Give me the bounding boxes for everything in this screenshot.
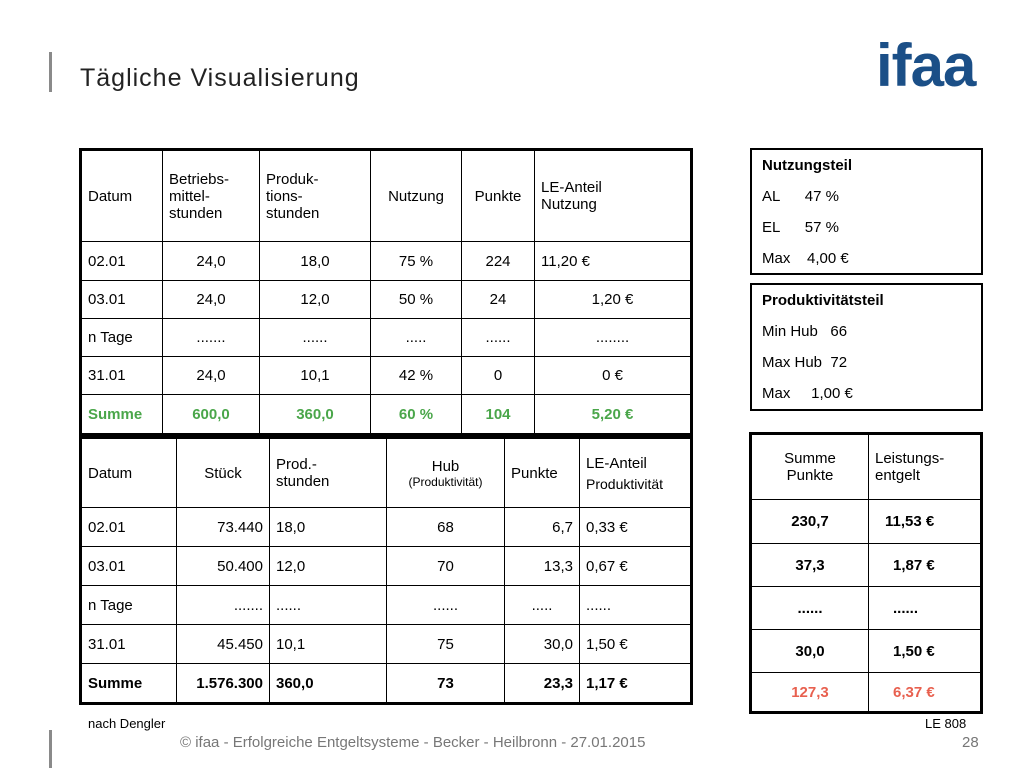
cell: 42 % [371,357,462,395]
footer-accent-bar [49,730,52,768]
cell: ...... [751,587,869,630]
reference-note: LE 808 [925,716,967,731]
cell: 1.576.300 [177,664,270,704]
cell: 0 € [535,357,692,395]
cell: ....... [177,586,270,625]
cell: 03.01 [81,547,177,586]
cell: 1,20 € [535,281,692,319]
cell: 60 % [371,395,462,435]
cell: n Tage [81,586,177,625]
page-title: Tägliche Visualisierung [80,64,360,92]
sum-row [81,664,692,704]
hub-label: Hub [431,457,460,475]
table-row [81,357,692,395]
table-row [81,547,692,586]
cell: 104 [462,395,535,435]
cell: 24,0 [163,242,260,281]
cell: ....... [163,319,260,357]
header-cell: Leistungs- entgelt [869,434,982,500]
sum-row [81,395,692,435]
box-line: Min Hub 66 [762,323,848,340]
cell: 127,3 [751,673,869,713]
source-note: nach Dengler [88,716,166,731]
cell: 50.400 [177,547,270,586]
cell: 37,3 [751,544,869,587]
cell: 1,17 € [580,664,692,704]
table-row [81,242,692,281]
cell: ...... [260,319,371,357]
table-row [81,625,692,664]
cell: 11,53 € [869,500,982,544]
cell: ........ [535,319,692,357]
box-title: Produktivitätsteil [762,292,884,309]
cell: 224 [462,242,535,281]
header-cell: Betriebs- mittel- stunden [163,150,260,242]
cell: 230,7 [751,500,869,544]
cell: 6,7 [505,508,580,547]
cell: 18,0 [260,242,371,281]
cell: 03.01 [81,281,163,319]
cell: 18,0 [270,508,387,547]
table-row [81,281,692,319]
cell: 23,3 [505,664,580,704]
box-title: Nutzungsteil [762,157,852,174]
cell: 02.01 [81,508,177,547]
cell: 24,0 [163,281,260,319]
header-cell: Produk- tions- stunden [260,150,371,242]
cell: 600,0 [163,395,260,435]
cell: 13,3 [505,547,580,586]
table-row [81,586,692,625]
cell: 10,1 [260,357,371,395]
cell: 11,20 € [535,242,692,281]
header-cell: Summe Punkte [751,434,869,500]
cell: 1,50 € [580,625,692,664]
cell: 73.440 [177,508,270,547]
cell: 50 % [371,281,462,319]
header-cell: Datum [81,438,177,508]
ifaa-logo: ifaa [876,32,976,99]
cell: 45.450 [177,625,270,664]
cell: 73 [387,664,505,704]
title-accent-bar [49,52,52,92]
header-cell: Datum [81,150,163,242]
cell: ..... [505,586,580,625]
produktivitaet-table [79,436,693,705]
cell: 0,67 € [580,547,692,586]
box-line: Max Hub 72 [762,354,848,371]
table-row [751,587,982,630]
cell: ...... [580,586,692,625]
header-cell: Prod.- stunden [270,438,387,508]
cell: 10,1 [270,625,387,664]
box-line: Max 4,00 € [762,250,849,267]
cell: 24 [462,281,535,319]
table-row [81,508,692,547]
cell: 30,0 [751,630,869,673]
cell: ...... [270,586,387,625]
cell: 360,0 [270,664,387,704]
cell: 1,50 € [869,630,982,673]
cell: Summe [81,664,177,704]
page-number: 28 [962,734,979,751]
table-header-row [751,434,982,500]
table-row [81,319,692,357]
cell: ...... [869,587,982,630]
nutzung-table [79,148,693,436]
cell: 31.01 [81,625,177,664]
cell: ..... [371,319,462,357]
cell: 02.01 [81,242,163,281]
table-row [751,544,982,587]
table-row [751,500,982,544]
cell: ...... [462,319,535,357]
produktivitaetsteil-box [750,283,983,411]
cell: ...... [387,586,505,625]
leistungsentgelt-table [749,432,983,714]
cell: 24,0 [163,357,260,395]
cell: 360,0 [260,395,371,435]
cell: 12,0 [260,281,371,319]
header-cell [580,438,692,508]
nutzungsteil-box [750,148,983,275]
table-row [751,630,982,673]
cell: 12,0 [270,547,387,586]
cell: 70 [387,547,505,586]
cell: 1,87 € [869,544,982,587]
footer-text: © ifaa - Erfolgreiche Entgeltsysteme - Becker - Heilbronn - 27.01.2015 [180,734,646,751]
header-cell [387,438,505,508]
cell: 0 [462,357,535,395]
box-line: Max 1,00 € [762,385,853,402]
box-line: EL 57 % [762,219,839,236]
cell: 31.01 [81,357,163,395]
table-header-row [81,438,692,508]
header-cell: Punkte [505,438,580,508]
cell: n Tage [81,319,163,357]
header-cell: LE-Anteil Nutzung [535,150,692,242]
le-sublabel: Produktivität [586,475,664,492]
cell: 30,0 [505,625,580,664]
cell: 6,37 € [869,673,982,713]
sum-row [751,673,982,713]
box-line: AL 47 % [762,188,839,205]
table-header-row [81,150,692,242]
cell: 68 [387,508,505,547]
cell: 75 [387,625,505,664]
cell: 0,33 € [580,508,692,547]
header-cell: Stück [177,438,270,508]
hub-sublabel: (Produktivität) [408,474,483,489]
cell: Summe [81,395,163,435]
cell: 5,20 € [535,395,692,435]
header-cell: Nutzung [371,150,462,242]
header-cell: Punkte [462,150,535,242]
cell: 75 % [371,242,462,281]
le-label: LE-Anteil [586,454,647,472]
